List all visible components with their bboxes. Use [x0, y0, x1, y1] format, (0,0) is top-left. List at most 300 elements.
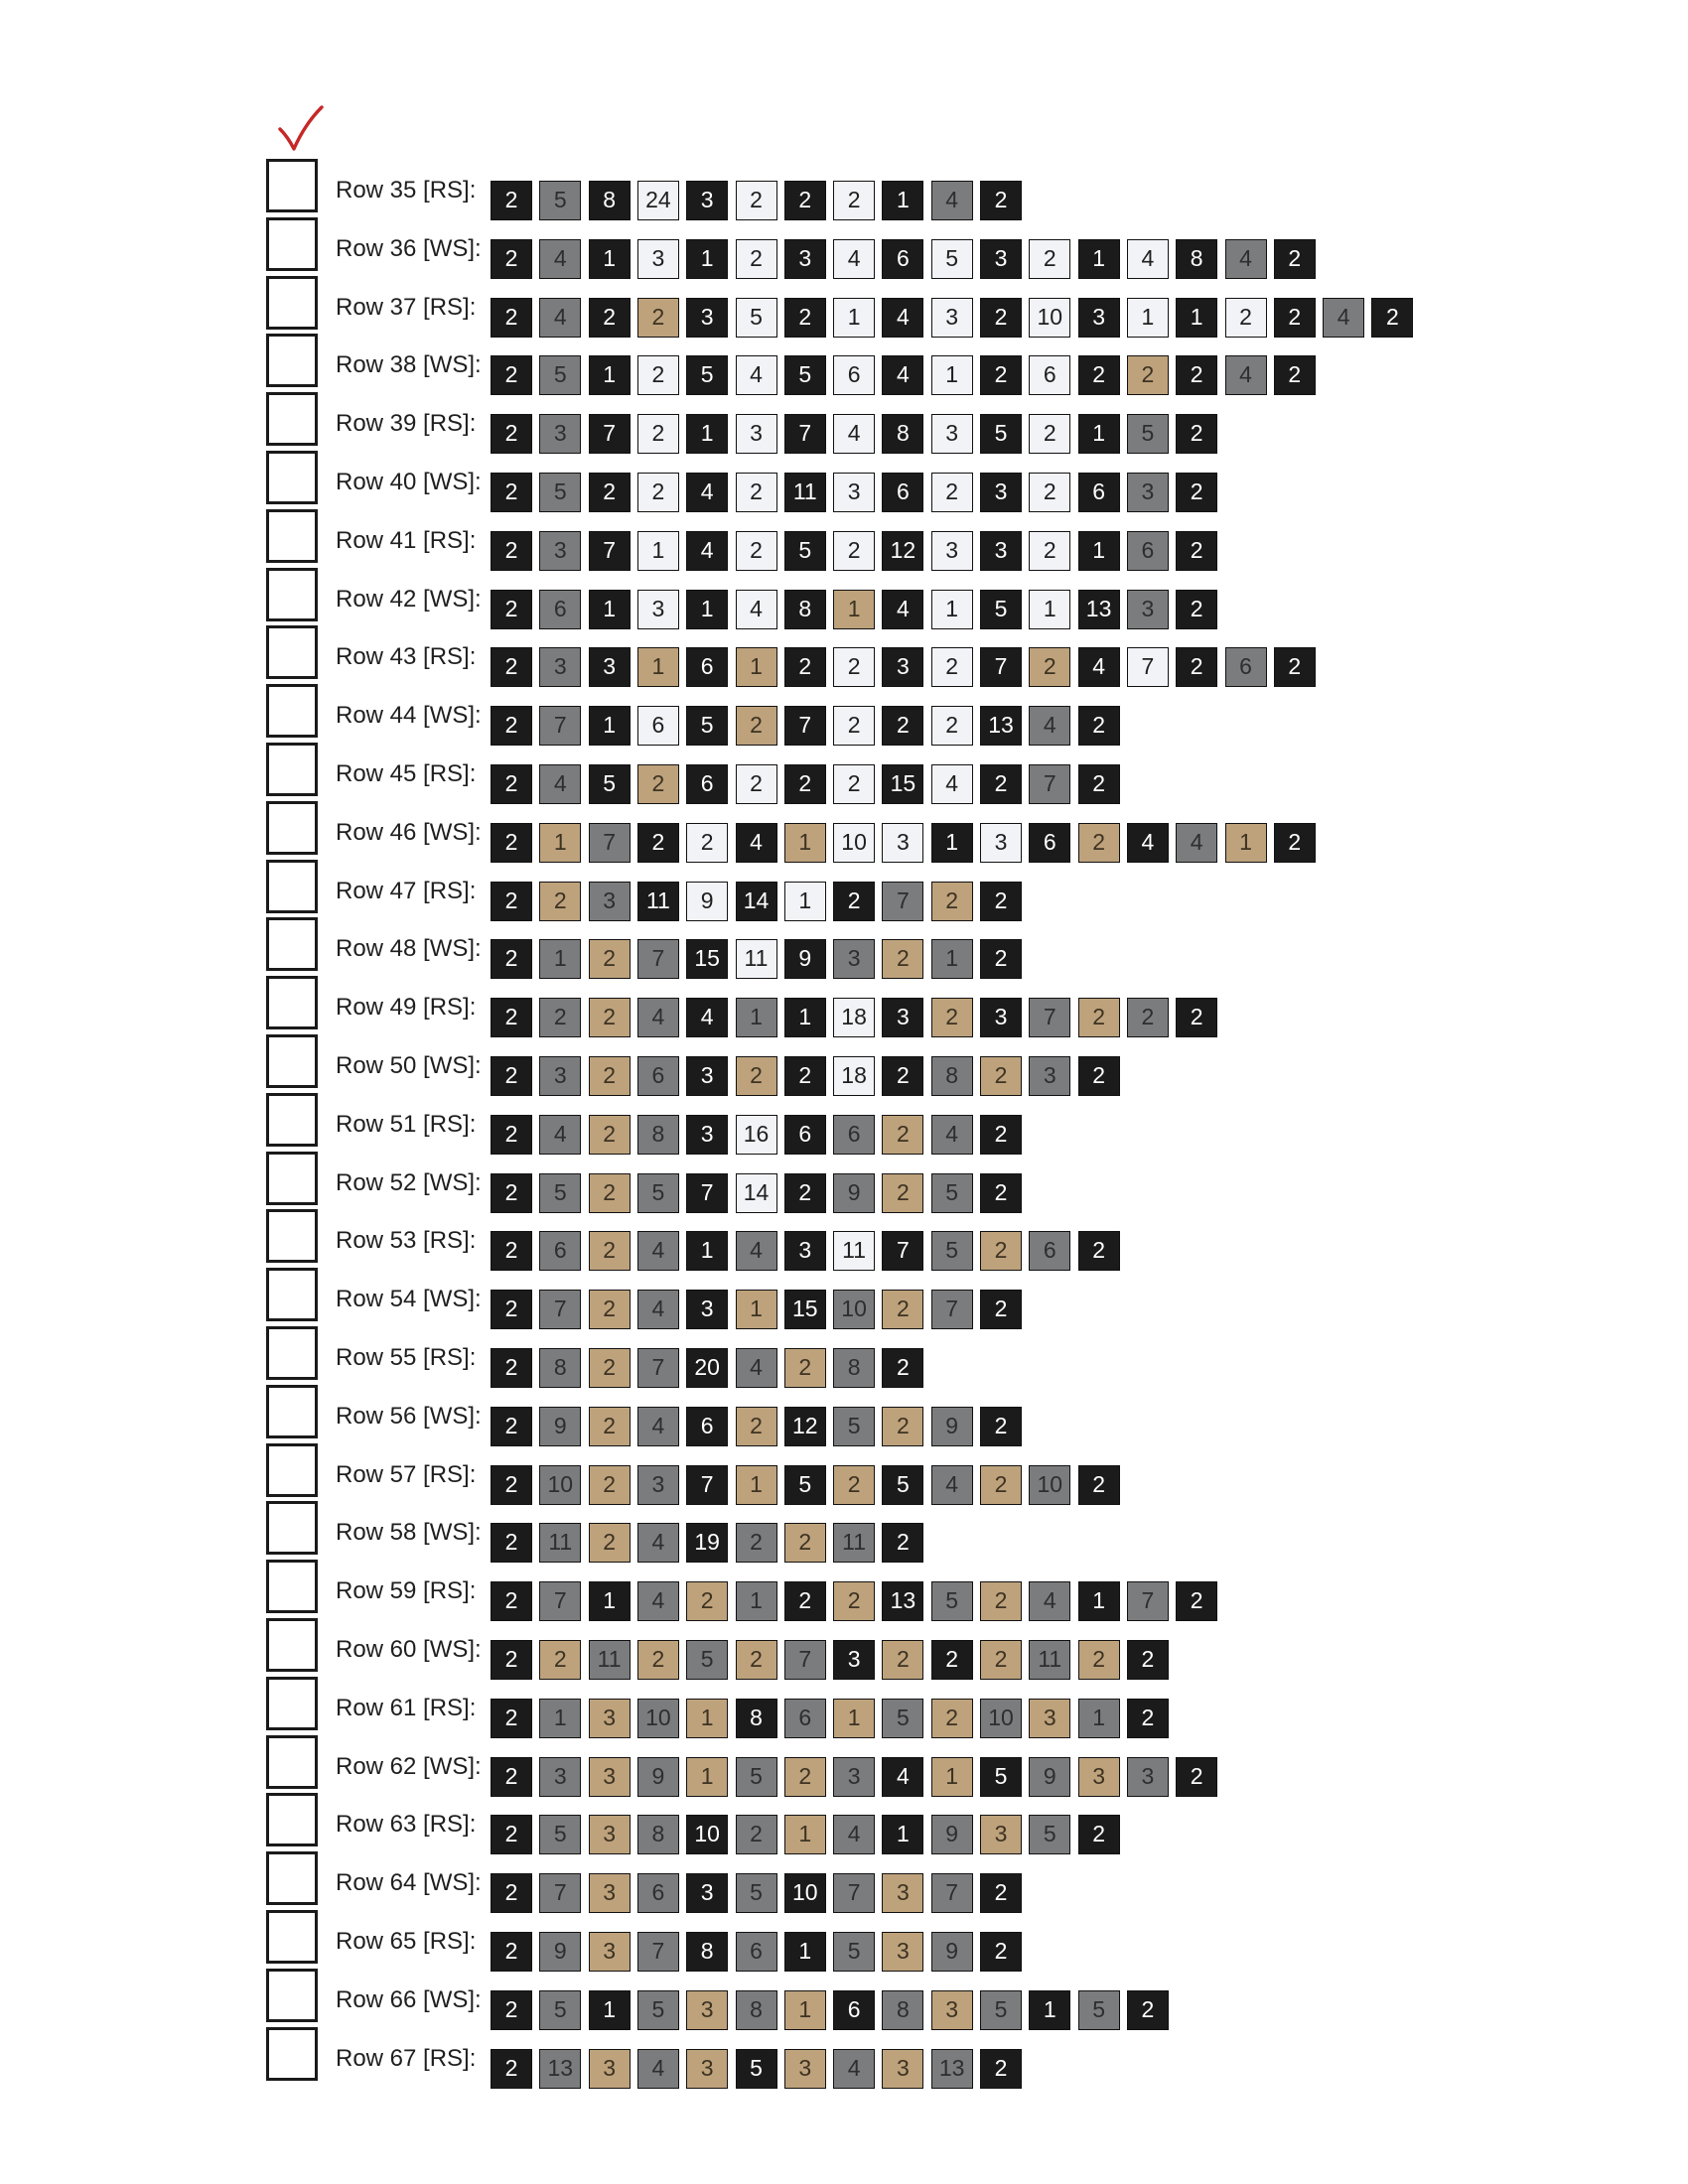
- row-checkbox[interactable]: [266, 743, 318, 796]
- row-label: Row 57 [RS]:: [336, 1460, 477, 1488]
- stitch-cell: 2: [589, 998, 631, 1037]
- stitch-cell: 2: [491, 473, 532, 512]
- stitch-cell: 2: [491, 706, 532, 746]
- stitch-cell: 11: [833, 1523, 875, 1563]
- row-label: Row 37 [RS]:: [336, 293, 477, 321]
- stitch-cell: 1: [539, 1699, 581, 1738]
- stitch-cell: 1: [833, 298, 875, 338]
- stitch-cell: 7: [1127, 1581, 1169, 1621]
- stitch-cell: 10: [833, 823, 875, 863]
- row-checkbox[interactable]: [266, 2027, 318, 2081]
- stitch-cell: 2: [931, 647, 973, 687]
- stitch-cell: 7: [784, 414, 826, 454]
- stitch-cell: 2: [1274, 647, 1316, 687]
- row-checkbox[interactable]: [266, 684, 318, 738]
- stitch-cell: 2: [491, 239, 532, 279]
- stitch-cell: 2: [491, 764, 532, 804]
- stitch-cell: 1: [637, 531, 679, 571]
- stitch-cell: 2: [1078, 1815, 1120, 1854]
- stitch-cell: 10: [784, 1873, 826, 1913]
- stitch-cell: 5: [539, 181, 581, 220]
- stitch-cell: 4: [637, 1231, 679, 1271]
- stitch-cell: 4: [833, 414, 875, 454]
- stitch-cell: 2: [882, 1348, 923, 1388]
- row-label: Row 60 [WS]:: [336, 1636, 482, 1663]
- row-checkbox[interactable]: [266, 860, 318, 913]
- stitch-cell: 2: [637, 1640, 679, 1680]
- stitch-cell: 2: [686, 823, 728, 863]
- stitch-cell: 3: [686, 1990, 728, 2030]
- stitch-cell: 13: [980, 706, 1022, 746]
- stitch-cell: 4: [637, 1523, 679, 1563]
- stitch-cell: 1: [784, 823, 826, 863]
- stitch-cell: 2: [1078, 1056, 1120, 1096]
- stitch-cell: 2: [491, 1056, 532, 1096]
- row-checkbox[interactable]: [266, 1152, 318, 1205]
- stitch-cell: 10: [539, 1465, 581, 1505]
- stitch-cell: 2: [980, 298, 1022, 338]
- stitch-cell: 2: [491, 181, 532, 220]
- stitch-cell: 2: [1176, 355, 1217, 395]
- stitch-cell: 1: [1029, 590, 1070, 629]
- chart-row: [266, 1969, 1617, 2026]
- row-label: Row 66 [WS]:: [336, 1985, 482, 2013]
- row-checkbox[interactable]: [266, 1443, 318, 1497]
- row-checkbox[interactable]: [266, 1560, 318, 1613]
- stitch-cell: 3: [539, 1757, 581, 1797]
- stitch-cell: 7: [882, 882, 923, 921]
- chart-row: [266, 217, 1617, 275]
- stitch-cell: 6: [833, 355, 875, 395]
- stitch-cell: 2: [1078, 355, 1120, 395]
- stitch-cell: 1: [833, 1699, 875, 1738]
- chart-row: [266, 509, 1617, 567]
- stitch-cell: 7: [980, 647, 1022, 687]
- stitch-cell: 2: [736, 239, 777, 279]
- stitch-cell: 4: [637, 1581, 679, 1621]
- stitch-cell: 11: [637, 882, 679, 921]
- row-checkbox[interactable]: [266, 1677, 318, 1730]
- stitch-cell: 3: [589, 1873, 631, 1913]
- stitch-cell: 5: [637, 1173, 679, 1213]
- stitch-cell: 3: [686, 2049, 728, 2089]
- stitch-cell: 3: [1078, 1757, 1120, 1797]
- row-checkbox[interactable]: [266, 217, 318, 271]
- stitch-cell: 3: [882, 998, 923, 1037]
- row-checkbox[interactable]: [266, 1910, 318, 1964]
- stitch-cell: 3: [589, 1699, 631, 1738]
- stitch-cell: 2: [491, 1523, 532, 1563]
- stitch-cell: 7: [539, 1290, 581, 1329]
- stitch-cell: 1: [931, 823, 973, 863]
- stitch-cell: 10: [1029, 1465, 1070, 1505]
- stitch-cell: 1: [1078, 239, 1120, 279]
- checkmark-icon: [274, 103, 326, 155]
- stitch-cell: 11: [736, 939, 777, 979]
- chart-row: [266, 334, 1617, 391]
- chart-row: [266, 625, 1617, 683]
- stitch-cell: 2: [980, 1465, 1022, 1505]
- chart-row: [266, 1677, 1617, 1734]
- stitch-cell: 2: [491, 1757, 532, 1797]
- row-checkbox[interactable]: [266, 1618, 318, 1672]
- stitch-cell: 2: [784, 298, 826, 338]
- stitch-cell: 9: [539, 1407, 581, 1446]
- stitch-cell: 4: [1225, 239, 1267, 279]
- stitch-cell: 2: [1127, 355, 1169, 395]
- stitch-cell: 3: [931, 531, 973, 571]
- chart-row: [266, 1793, 1617, 1850]
- stitch-cell: 2: [882, 939, 923, 979]
- row-label: Row 44 [WS]:: [336, 702, 482, 730]
- chart-row: [266, 1268, 1617, 1325]
- stitch-cell: 3: [539, 647, 581, 687]
- stitch-cell: 2: [736, 1407, 777, 1446]
- stitch-cell: 2: [784, 1173, 826, 1213]
- stitch-cell: 2: [833, 1581, 875, 1621]
- stitch-cell: 2: [491, 1815, 532, 1854]
- stitch-cell: 2: [491, 647, 532, 687]
- stitch-cell: 4: [1127, 239, 1169, 279]
- stitch-cell: 4: [1225, 355, 1267, 395]
- stitch-cell: 1: [637, 647, 679, 687]
- stitch-cell: 9: [1029, 1757, 1070, 1797]
- row-label: Row 49 [RS]:: [336, 994, 477, 1022]
- stitch-cell: 2: [784, 1581, 826, 1621]
- stitch-cell: 2: [1029, 647, 1070, 687]
- stitch-cell: 4: [637, 998, 679, 1037]
- stitch-cell: 4: [1323, 298, 1364, 338]
- row-checkbox[interactable]: [266, 625, 318, 679]
- stitch-cell: 3: [1127, 473, 1169, 512]
- stitch-cell: 2: [736, 181, 777, 220]
- row-label: Row 64 [WS]:: [336, 1869, 482, 1897]
- stitch-cell: 2: [491, 998, 532, 1037]
- stitch-cell: 7: [637, 939, 679, 979]
- stitch-cell: 3: [589, 882, 631, 921]
- stitch-cell: 2: [980, 764, 1022, 804]
- row-checkbox[interactable]: [266, 334, 318, 387]
- stitch-cell: 2: [980, 1290, 1022, 1329]
- stitch-cell: 1: [931, 1757, 973, 1797]
- stitch-cell: 1: [882, 1815, 923, 1854]
- stitch-cell: 4: [833, 239, 875, 279]
- stitch-cell: 7: [637, 1348, 679, 1388]
- chart-row: [266, 1560, 1617, 1617]
- row-label: Row 52 [WS]:: [336, 1168, 482, 1196]
- stitch-cell: 2: [491, 298, 532, 338]
- row-checkbox[interactable]: [266, 1851, 318, 1905]
- stitch-cell: 2: [589, 1115, 631, 1155]
- row-checkbox[interactable]: [266, 1268, 318, 1321]
- row-label: Row 42 [WS]:: [336, 585, 482, 613]
- row-label: Row 67 [RS]:: [336, 2044, 477, 2072]
- stitch-cell: 5: [637, 1990, 679, 2030]
- stitch-cell: 2: [833, 764, 875, 804]
- stitch-cell: 10: [1029, 298, 1070, 338]
- stitch-cell: 5: [980, 414, 1022, 454]
- stitch-cell: 3: [784, 2049, 826, 2089]
- chart-row: [266, 917, 1617, 975]
- stitch-cell: 2: [491, 1581, 532, 1621]
- row-label: Row 59 [RS]:: [336, 1577, 477, 1605]
- stitch-cell: 2: [1225, 298, 1267, 338]
- stitch-cell: 3: [589, 1932, 631, 1972]
- stitch-cell: 8: [589, 181, 631, 220]
- stitch-cell: 6: [1029, 1231, 1070, 1271]
- stitch-cell: 2: [882, 706, 923, 746]
- stitch-cell: 5: [1078, 1990, 1120, 2030]
- stitch-cell: 2: [491, 531, 532, 571]
- chart-rows-list: [266, 159, 1617, 2081]
- stitch-cell: 7: [1029, 998, 1070, 1037]
- stitch-cell: 3: [980, 998, 1022, 1037]
- stitch-cell: 8: [931, 1056, 973, 1096]
- stitch-cell: 11: [1029, 1640, 1070, 1680]
- stitch-cell: 3: [1029, 1699, 1070, 1738]
- stitch-cell: 5: [1029, 1815, 1070, 1854]
- stitch-cell: 2: [1078, 1640, 1120, 1680]
- chart-row: [266, 976, 1617, 1033]
- stitch-cell: 6: [539, 1231, 581, 1271]
- stitch-cell: 2: [589, 1173, 631, 1213]
- stitch-cell: 6: [1029, 355, 1070, 395]
- stitch-cell: 8: [637, 1815, 679, 1854]
- stitch-cell: 2: [491, 1990, 532, 2030]
- row-checkbox[interactable]: [266, 1385, 318, 1438]
- row-checkbox[interactable]: [266, 1793, 318, 1846]
- row-label: Row 63 [RS]:: [336, 1811, 477, 1839]
- stitch-cell: 4: [539, 1115, 581, 1155]
- stitch-cell: 3: [686, 1115, 728, 1155]
- row-checkbox[interactable]: [266, 1326, 318, 1380]
- stitch-cell: 14: [736, 1173, 777, 1213]
- stitch-cell: 7: [637, 1932, 679, 1972]
- row-label: Row 48 [WS]:: [336, 935, 482, 963]
- stitch-cell: 18: [833, 1056, 875, 1096]
- stitch-cell: 2: [833, 882, 875, 921]
- stitch-cell: 5: [833, 1407, 875, 1446]
- stitch-cell: 1: [589, 355, 631, 395]
- stitch-cell: 1: [784, 1815, 826, 1854]
- stitch-cell: 2: [491, 1640, 532, 1680]
- stitch-cell: 1: [1176, 298, 1217, 338]
- stitch-cell: 5: [980, 1990, 1022, 2030]
- row-checkbox[interactable]: [266, 1735, 318, 1789]
- stitch-cell: 7: [784, 706, 826, 746]
- stitch-cell: 1: [1078, 531, 1120, 571]
- stitch-cell: 9: [931, 1815, 973, 1854]
- stitch-cell: 2: [1078, 998, 1120, 1037]
- row-checkbox[interactable]: [266, 917, 318, 971]
- row-checkbox[interactable]: [266, 451, 318, 504]
- row-checkbox[interactable]: [266, 1209, 318, 1263]
- chart-row: [266, 1209, 1617, 1267]
- row-checkbox[interactable]: [266, 509, 318, 563]
- stitch-cell: 1: [736, 647, 777, 687]
- stitch-cell: 5: [539, 473, 581, 512]
- stitch-cell: 6: [1127, 531, 1169, 571]
- row-checkbox[interactable]: [266, 1969, 318, 2022]
- stitch-cell: 2: [637, 355, 679, 395]
- row-label: Row 62 [WS]:: [336, 1752, 482, 1780]
- stitch-cell: 4: [882, 298, 923, 338]
- stitch-cell: 4: [686, 473, 728, 512]
- stitch-cell: 2: [1078, 706, 1120, 746]
- stitch-cell: 7: [833, 1873, 875, 1913]
- stitch-cell: 9: [637, 1757, 679, 1797]
- stitch-cell: 2: [980, 355, 1022, 395]
- stitch-cell: 2: [980, 1115, 1022, 1155]
- stitch-cell: 6: [1029, 823, 1070, 863]
- stitch-cell: 6: [539, 590, 581, 629]
- stitch-cell: 13: [1078, 590, 1120, 629]
- stitch-cell: 9: [931, 1407, 973, 1446]
- stitch-cell: 2: [1274, 823, 1316, 863]
- stitch-cell: 2: [589, 1407, 631, 1446]
- stitch-cell: 4: [931, 764, 973, 804]
- stitch-cell: 2: [882, 1640, 923, 1680]
- stitch-cell: 2: [736, 1523, 777, 1563]
- row-label: Row 55 [RS]:: [336, 1344, 477, 1371]
- row-label: Row 38 [WS]:: [336, 351, 482, 379]
- stitch-cell: 1: [784, 998, 826, 1037]
- row-checkbox[interactable]: [266, 159, 318, 212]
- stitch-cell: 1: [931, 355, 973, 395]
- stitch-cell: 2: [1274, 239, 1316, 279]
- stitch-cell: 3: [833, 473, 875, 512]
- stitch-cell: 2: [491, 1407, 532, 1446]
- stitch-cell: 4: [882, 355, 923, 395]
- stitch-cell: 1: [931, 590, 973, 629]
- stitch-cell: 13: [931, 2049, 973, 2089]
- row-checkbox[interactable]: [266, 976, 318, 1029]
- stitch-cell: 1: [882, 181, 923, 220]
- stitch-cell: 1: [589, 706, 631, 746]
- stitch-cell: 2: [589, 1056, 631, 1096]
- stitch-cell: 5: [980, 1757, 1022, 1797]
- chart-row: [266, 801, 1617, 859]
- stitch-cell: 3: [1078, 298, 1120, 338]
- stitch-cell: 2: [1176, 414, 1217, 454]
- stitch-cell: 2: [833, 531, 875, 571]
- stitch-cell: 1: [736, 1290, 777, 1329]
- stitch-cell: 3: [686, 1290, 728, 1329]
- stitch-cell: 6: [736, 1932, 777, 1972]
- stitch-cell: 5: [833, 1932, 875, 1972]
- stitch-cell: 4: [539, 764, 581, 804]
- stitch-cell: 3: [589, 1815, 631, 1854]
- stitch-cell: 9: [539, 1932, 581, 1972]
- stitch-cell: 1: [784, 882, 826, 921]
- row-label: Row 47 [RS]:: [336, 877, 477, 904]
- stitch-cell: 2: [637, 473, 679, 512]
- stitch-cell: 6: [833, 1990, 875, 2030]
- stitch-cell: 2: [882, 1056, 923, 1096]
- stitch-cell: 2: [980, 1231, 1022, 1271]
- row-label: Row 58 [WS]:: [336, 1519, 482, 1547]
- row-checkbox[interactable]: [266, 1093, 318, 1147]
- stitch-cell: 3: [539, 1056, 581, 1096]
- stitch-cell: 1: [736, 998, 777, 1037]
- stitch-cell: 1: [686, 1757, 728, 1797]
- stitch-cell: 3: [882, 647, 923, 687]
- stitch-cell: 5: [784, 531, 826, 571]
- stitch-cell: 2: [491, 882, 532, 921]
- stitch-cell: 2: [980, 181, 1022, 220]
- stitch-cell: 2: [980, 1173, 1022, 1213]
- row-label: Row 41 [RS]:: [336, 526, 477, 554]
- stitch-cell: 6: [686, 1407, 728, 1446]
- stitch-cell: 2: [784, 1348, 826, 1388]
- stitch-cell: 4: [833, 1815, 875, 1854]
- stitch-cell: 2: [1029, 473, 1070, 512]
- stitch-cell: 2: [1029, 414, 1070, 454]
- stitch-cell: 6: [833, 1115, 875, 1155]
- stitch-cell: 7: [931, 1873, 973, 1913]
- stitch-cell: 2: [882, 1115, 923, 1155]
- stitch-cell: 12: [882, 531, 923, 571]
- stitch-cell: 5: [686, 706, 728, 746]
- chart-row: [266, 392, 1617, 450]
- stitch-cell: 8: [784, 590, 826, 629]
- stitch-cell: 2: [491, 1699, 532, 1738]
- stitch-cell: 19: [686, 1523, 728, 1563]
- stitch-cell: 7: [539, 1581, 581, 1621]
- row-checkbox[interactable]: [266, 1501, 318, 1555]
- stitch-cell: 2: [980, 1932, 1022, 1972]
- stitch-cell: 5: [686, 355, 728, 395]
- row-checkbox[interactable]: [266, 568, 318, 621]
- stitch-cell: 6: [1225, 647, 1267, 687]
- stitch-cell: 7: [882, 1231, 923, 1271]
- stitch-cell: 2: [491, 1115, 532, 1155]
- stitch-cell: 6: [637, 1056, 679, 1096]
- stitch-cell: 2: [491, 1348, 532, 1388]
- row-checkbox[interactable]: [266, 801, 318, 855]
- stitch-cell: 6: [882, 473, 923, 512]
- stitch-cell: 1: [736, 1581, 777, 1621]
- stitch-cell: 3: [882, 823, 923, 863]
- stitch-cell: 2: [1176, 1757, 1217, 1797]
- stitch-cell: 2: [784, 764, 826, 804]
- stitch-cell: 2: [931, 882, 973, 921]
- stitch-cell: 7: [686, 1173, 728, 1213]
- stitch-cell: 4: [736, 823, 777, 863]
- stitch-cell: 3: [539, 531, 581, 571]
- stitch-cell: 2: [637, 823, 679, 863]
- stitch-cell: 8: [686, 1932, 728, 1972]
- stitch-cell: 6: [784, 1115, 826, 1155]
- stitch-cell: 2: [833, 181, 875, 220]
- stitch-cell: 5: [882, 1465, 923, 1505]
- stitch-cell: 9: [931, 1932, 973, 1972]
- stitch-cell: 3: [980, 823, 1022, 863]
- stitch-cell: 4: [882, 590, 923, 629]
- stitch-cell: 4: [736, 1348, 777, 1388]
- stitch-cell: 3: [882, 1873, 923, 1913]
- row-label: Row 40 [WS]:: [336, 469, 482, 495]
- stitch-cell: 2: [882, 1407, 923, 1446]
- stitch-cell: 7: [539, 1873, 581, 1913]
- row-checkbox[interactable]: [266, 392, 318, 446]
- stitch-cell: 2: [589, 1290, 631, 1329]
- row-checkbox[interactable]: [266, 1034, 318, 1088]
- stitch-cell: 2: [589, 473, 631, 512]
- stitch-cell: 2: [931, 1699, 973, 1738]
- row-checkbox[interactable]: [266, 276, 318, 330]
- stitch-cell: 2: [491, 590, 532, 629]
